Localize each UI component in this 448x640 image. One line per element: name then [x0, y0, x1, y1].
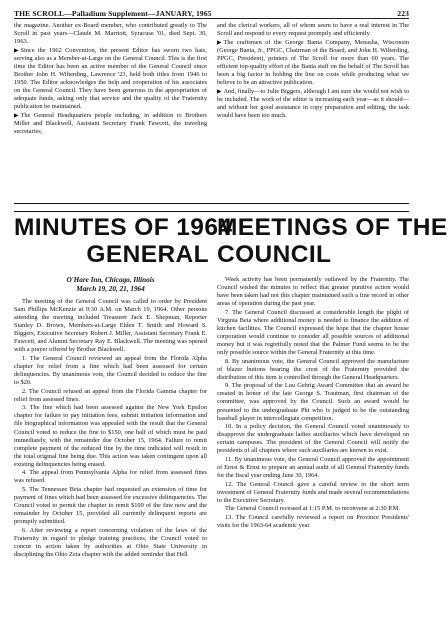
paragraph-text: and the clerical workers, all of whom seem to have a real interest in The Scroll and respond to every request promptly and efficiently. [217, 22, 409, 38]
page-number: 223 [397, 9, 409, 18]
minutes-paragraph: 11. By unanimous vote, the General Council approved the appointment of Ernst & Ernst to prepare an annual audit of all General Fraternity funds for the fiscal year ending June 30, 1964. [217, 456, 409, 480]
minutes-paragraph: 6. After reviewing a report concerning violation of the laws of the Fraternity in regard to pledge training practices, the Council voted to concur in action taken by authorities at Ohio State University in disciplining the Ohio Zeta chapter with the added reminder that Hell [14, 526, 207, 559]
bullet-arrow-icon: ▶ [14, 112, 19, 119]
minutes-paragraph: 3. The fine which had been assessed against the New York Epsilon chapter for failure to pay initiation fees, submit initiation information and file biographical information was appealed with the result that the General Council voted to reduce the fine to $150, one half of which must be paid immediately, with the remainder due October 15, 1964. Failure to remit complete payment of the reduced fine by the time indicated will result in the total original fine being due. This action was taken contingent upon all existing delinquencies being erased. [14, 404, 207, 468]
bottom-right-column [217, 276, 409, 531]
paragraph-text: the magazine. Another ex-Board member, who contributed greatly to The Scroll in past years—Claude M. Marriott, Syracuse '01, died Sept. 30, 1963. [14, 22, 207, 46]
minutes-paragraph: 10. In a policy decision, the General Council voted unanimously to disapprove the undergraduate ladies auxiliaries which have developed on certain campuses. The president of the General Council will notify the presidents of all chapters where such auxiliaries are known to exist. [217, 423, 409, 455]
top-right-column [217, 22, 409, 120]
paragraph [217, 22, 409, 38]
paragraph-text: The General Headquarters people including, in addition to Brothers Miller and Blackwell, Assistant Secretary Frank Fawcett, the traveling secretaries, [14, 111, 207, 135]
minutes-paragraph: 7. The General Council discussed at considerable length the plight of Virginia Beta where additional money is needed to finance the addition of kitchen facilities. The Council expressed the hope that the chapter house corporation would continue to consider all possible sources of additional money but it was regretfully noted that the Palmer Fund seems to be the only possible source within the General Fraternity at this time. [217, 308, 409, 357]
article-title-right-2: COUNCIL [217, 241, 332, 268]
bullet-arrow-icon: ▶ [217, 39, 222, 46]
paragraph [14, 112, 207, 136]
title-rule-second [14, 211, 409, 212]
header-rule [14, 18, 409, 19]
minutes-paragraph: Week activity has been permanently outlawed by the Fraternity. The Council wished the minutes to reflect that greater punitive action would have been taken had not this chapter maintained such a fine record in other areas of operation during the past year. [217, 276, 409, 308]
minutes-paragraph: 13. The Council carefully reviewed a report on Province Presidents' visits for the 1963-64 academic year. [217, 514, 409, 530]
minutes-paragraph: 4. The appeal from Pennsylvania Alpha for relief from assessed fines was refused. [14, 469, 207, 485]
minutes-paragraph: 5. The Tennessee Beta chapter had requested an extension of time for payment of fines which had been assessed for excessive delinquencies. The Council voted to permit the chapter to remit $100 of the fine now and the remainder by October 15, provided all currently delinquent reports are promptly submitted. [14, 486, 207, 526]
article-title-left-2: GENERAL [86, 241, 209, 268]
top-left-column [14, 22, 207, 136]
minutes-paragraph: The meeting of the General Council was called to order by President Sam Phillips McKenzie at 9:30 A.M. on March 19, 1964. Other persons attending the meeting included Treasurer Jack E. Shepman, Reporter Stanley D. Brown, Members-at-Large Elden T. Smith and Howard S. Biggers, Executive Secretary Robert J. Miller, Assistant Secretary Frank E. Fawcett, and Alumni Secretary Ray E. Blackwell. The meeting was opened with a prayer offered by Brother Blackwell. [14, 298, 207, 354]
dateline-dates: March 19, 20, 21, 1964 [76, 285, 145, 293]
bullet-arrow-icon: ▶ [217, 88, 222, 95]
minutes-paragraph: 9. The proposal of the Lou Gehrig Award Committee that an award be created in honor of the late George S. Trautman, first chairman of the committee, was approved by the Council. Such an award would be presented to the undergraduate Phi who is judged to be the outstanding baseball player in intercollegiate competition. [217, 382, 409, 422]
paragraph [14, 47, 207, 111]
article-title-right-1: MEETINGS OF THE [217, 214, 448, 241]
title-rule-top [14, 203, 409, 204]
paragraph [217, 88, 409, 120]
minutes-paragraph: 12. The General Council gave a careful review to the short term investment of General Fraternity funds and made several recommendations to the Executive Secretary. [217, 480, 409, 504]
paragraph [217, 39, 409, 87]
bullet-arrow-icon: ▶ [14, 47, 19, 54]
article-title-left-1: MINUTES OF 1964 [14, 214, 233, 241]
minutes-left-text [14, 298, 207, 559]
running-header-title: THE SCROLL—Palladium Supplement—JANUARY, 1965 [14, 9, 212, 18]
paragraph-text: The craftsmen of the George Banta Company, Menasha, Wisconsin (George Banta, Jr., PPGC, Chairman of the Board, and John H. Wilterding, PPGC, President), printers of The Scroll for more than 60 years. The efficient top-quality effort of the Banta staff on the behalf of The Scroll has been a big factor in holding the line on costs while producing what we believe to be an attractive publication. [217, 38, 409, 86]
running-header [14, 6, 409, 18]
minutes-paragraph: 8. By unanimous vote, the General Council approved the manufacture of blazer buttons bearing the crest of the Fraternity provided the distribution of this item is controlled through the General Headquarters. [217, 357, 409, 381]
paragraph [14, 22, 207, 46]
dateline [14, 276, 207, 294]
dateline-place: O'Hare Inn, Chicago, Illinois [66, 276, 155, 284]
minutes-paragraph: 2. The Council refused an appeal from the Florida Gamma chapter for relief from assessed fines. [14, 387, 207, 403]
bottom-left-column [14, 276, 207, 560]
paragraph-text: And, finally—to Julie Biggers, although I am sure she would not wish to be included. The work of the editor is increasing each year—as it should—and without her good assistance in copy preparation and editing, the task would have been too much. [217, 87, 409, 119]
minutes-paragraph: 1. The General Council reviewed an appeal from the Florida Alpha chapter for relief from a fine which had been assessed for certain delinquencies. By unanimous vote, the Council decided to reduce the fine to $20. [14, 354, 207, 387]
paragraph-text: Since the 1962 Convention, the present Editor has sworn two hats, serving also as a Member-at-Large on the General Council. This is the first time the Editor has been an active member of the General Council since Brother John H. Wilterding, Lawrence '23, held both titles from 1946 to 1950. The Editor acknowledges the help and cooperation of his associates on the General Council. They have been generous in the appropriation of adequate funds, asking only that service and the quality of the Fraternity publication be maintained. [14, 46, 207, 111]
minutes-paragraph: The General Council recessed at 1:15 P.M. to reconvene at 2:30 P.M. [225, 505, 400, 513]
